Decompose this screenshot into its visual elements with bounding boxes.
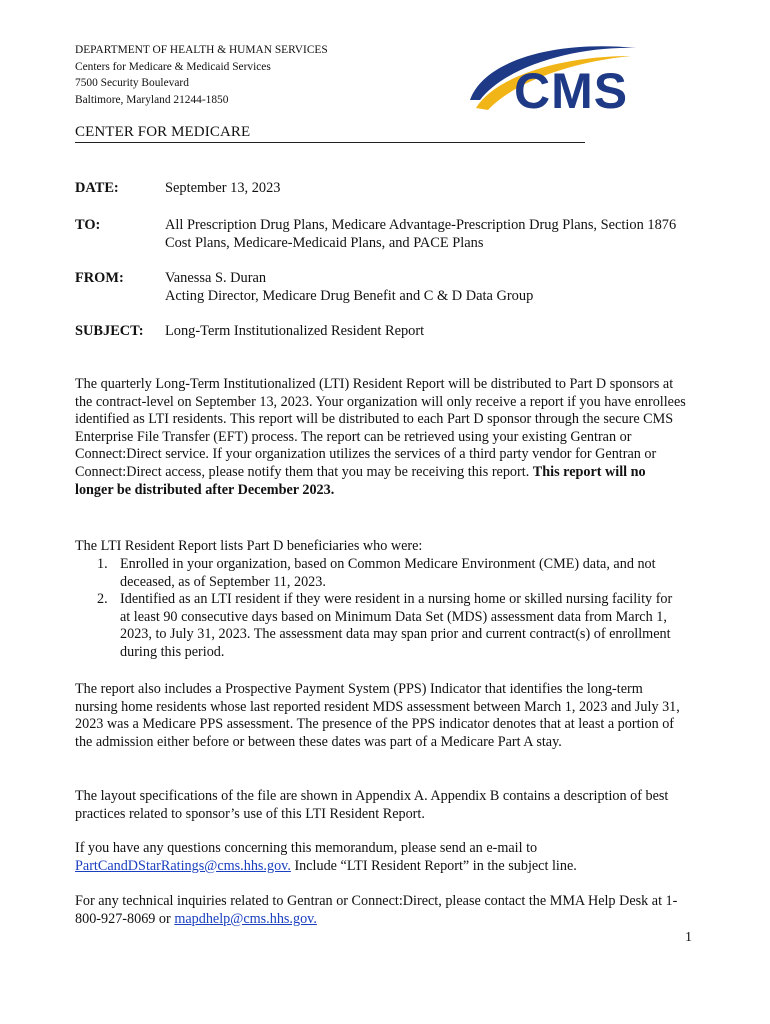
page-number: 1 [685, 930, 692, 945]
agency-department: DEPARTMENT OF HEALTH & HUMAN SERVICES [75, 44, 328, 56]
paragraph-technical-help [75, 893, 687, 928]
star-ratings-email-link[interactable]: PartCandDStarRatings@cms.hhs.gov. [75, 857, 291, 874]
to-label: TO: [75, 217, 101, 233]
from-label: FROM: [75, 270, 124, 286]
subject-label: SUBJECT: [75, 323, 144, 339]
cms-logo [466, 38, 676, 118]
agency-centers: Centers for Medicare & Medicaid Services [75, 60, 271, 73]
list-item-number: 1. [97, 556, 108, 572]
paragraph-technical-help-text: For any technical inquiries related to Gentran or Connect:Direct, please contact the MMA Help Desk at 1-800-927-8069 or [75, 893, 678, 927]
list-item-text: Enrolled in your organization, based on Common Medicare Environment (CME) data, and not deceased, as of September 11, 2023. [120, 556, 656, 590]
from-title: Acting Director, Medicare Drug Benefit and C & D Data Group [165, 287, 534, 304]
list-item [75, 556, 675, 591]
from-name: Vanessa S. Duran [165, 270, 267, 286]
paragraph-appendix: The layout specifications of the file are shown in Appendix A. Appendix B contains a description of best practices related to sponsor’s use of this LTI Resident Report. [75, 788, 669, 822]
paragraph-questions-text-after: Include “LTI Resident Report” in the subject line. [290, 857, 577, 874]
agency-city: Baltimore, Maryland 21244-1850 [75, 93, 229, 106]
date-value: September 13, 2023 [165, 180, 281, 196]
logo-text: CMS [514, 63, 629, 118]
from-value [165, 270, 685, 305]
paragraph-pps-indicator: The report also includes a Prospective Payment System (PPS) Indicator that identifies the long-term nursing home residents whose last reported resident MDS assessment between March 1, 2023 and July 31, 2023 was a Medicare PPS assessment. The presence of the PPS indicator denotes that at least a portion of the admission either before or between these dates was part of a Medicare Part A stay. [75, 681, 680, 750]
mapd-help-email-link[interactable]: mapdhelp@cms.hhs.gov. [174, 910, 317, 927]
paragraph-questions [75, 840, 687, 875]
paragraph-distribution-bold: This report will no longer be distributed after December 2023. [75, 463, 646, 498]
date-label: DATE: [75, 180, 119, 196]
to-value: All Prescription Drug Plans, Medicare Advantage-Prescription Drug Plans, Section 1876 Cost Plans, Medicare-Medicaid Plans, and PACE Plans [165, 217, 677, 251]
agency-address-block [75, 42, 328, 108]
agency-street: 7500 Security Boulevard [75, 77, 189, 89]
paragraph-distribution-text: The quarterly Long-Term Institutionalized (LTI) Resident Report will be distributed to Part D sponsors at the contract-level on September 13, 2023. Your organization will only receive a report if you have enrollees identified as LTI residents. This report will be distributed to each Part D sponsor through the secure CMS Enterprise File Transfer (EFT) process. The report can be retrieved using your existing Gentran or Connect:Direct service. If your organization utilizes the services of a third party vendor for Gentran or Connect:Direct access, please notify them that you may be receiving this report. [75, 376, 686, 480]
center-title: CENTER FOR MEDICARE [75, 124, 585, 143]
paragraph-questions-text: If you have any questions concerning this memorandum, please send an e-mail to [75, 840, 538, 856]
list-item-number: 2. [97, 591, 108, 608]
list-item [75, 591, 675, 661]
paragraph-distribution [75, 376, 687, 499]
subject-value: Long-Term Institutionalized Resident Report [165, 323, 425, 339]
list-item-text: Identified as an LTI resident if they were resident in a nursing home or skilled nursing facility for at least 90 consecutive days based on Minimum Data Set (MDS) assessment data from March 1, 2023, to July 31, 2023. The assessment data may span prior and current contract(s) of enrollment during this period. [120, 591, 673, 660]
list-intro: The LTI Resident Report lists Part D beneficiaries who were: [75, 538, 423, 554]
beneficiary-criteria-list [75, 556, 675, 662]
